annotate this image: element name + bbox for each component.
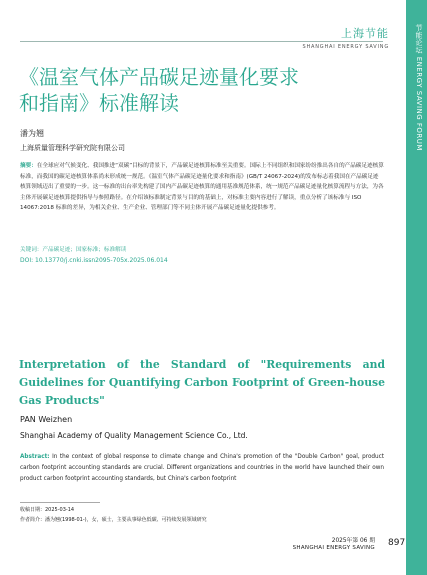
journal-title-cn: 上海节能 [341, 27, 389, 40]
abstract-cn-text: 在全球应对气候变化、我国推进“双碳”目标的背景下，产品碳足迹核算标准至关重要。国际上不同组织和国家纷纷推出各自的产品碳足迹核算标准，而我国的碳足迹核算体系尚未形成统一规范。《温室气体产品碳足迹量化要求和指南》(GB/T 24067-2024)的发布标志着我国在产品碳足迹核算领域迈出了重要的一步。这一标准的出台率先构建了国内产品碳足迹核算的通用基准规范体系，统一规范产品碳足迹量化核算流程与方法，为各主体开展碳足迹核算提供指导与参照路径。在介绍该标准制定背景与目的的基础上，对标准主要内容进行了解读，重点分析了该标准与 ISO 14067:2018 标准的差异，为相关企业、生产企业、管理部门等不同主体开展产品碳足迹量化提供参考。 [20, 163, 384, 212]
author-bio: 作者简介：潘为翘(1998-01-)，女，硕士，主要从事绿色低碳、可持续发展领域研究 [20, 517, 207, 523]
footnote-divider [20, 502, 100, 503]
doi-link[interactable]: DOI: 10.13770/j.cnki.issn2095-705x.2025.06.014 [20, 257, 168, 264]
author-en: PAN Weizhen [20, 415, 73, 424]
abstract-cn-label: 摘要： [20, 163, 37, 169]
abstract-en-text: In the context of global response to climate change and China's promotion of the "Double Carbon" goal, product carbon footprint accounting standards are crucial. Different organizations and countries in the world have launched their own product carbon footprint accounting standards, but China's carbon footprint [20, 454, 384, 482]
issue-number-cn: 2025年第 06 期 [331, 538, 375, 544]
abstract-en-label: Abstract: [20, 454, 50, 460]
keywords-cn: 关键词：产品碳足迹；国家标准；标准解读 [20, 247, 127, 253]
journal-title-en: SHANGHAI ENERGY SAVING [302, 44, 389, 50]
affiliation-en: Shanghai Academy of Quality Management Science Co., Ltd. [20, 431, 248, 440]
affiliation-cn: 上海质量管理科学研究院有限公司 [20, 144, 125, 152]
abstract-en [20, 452, 384, 485]
abstract-cn [20, 161, 384, 214]
received-date: 收稿日期：2025-03-14 [20, 507, 75, 513]
issue-journal-en: SHANGHAI ENERGY SAVING [292, 545, 375, 551]
page-number: 897 [388, 538, 406, 548]
article-title-cn [19, 64, 349, 116]
sidebar-section-label: 节能论坛 ENERGY SAVING FORUM [415, 24, 423, 151]
article-title-en: Interpretation of the Standard of "Requirements and Guidelines for Quantifying Carbon Footprint of Green-house Gas Products" [19, 358, 385, 407]
author-cn: 潘为翘 [20, 129, 44, 138]
article-title-cn-line1: 《温室气体产品碳足迹量化要求 [19, 65, 299, 89]
article-title-cn-line2: 和指南》标准解读 [19, 91, 179, 115]
header-divider [20, 41, 383, 42]
